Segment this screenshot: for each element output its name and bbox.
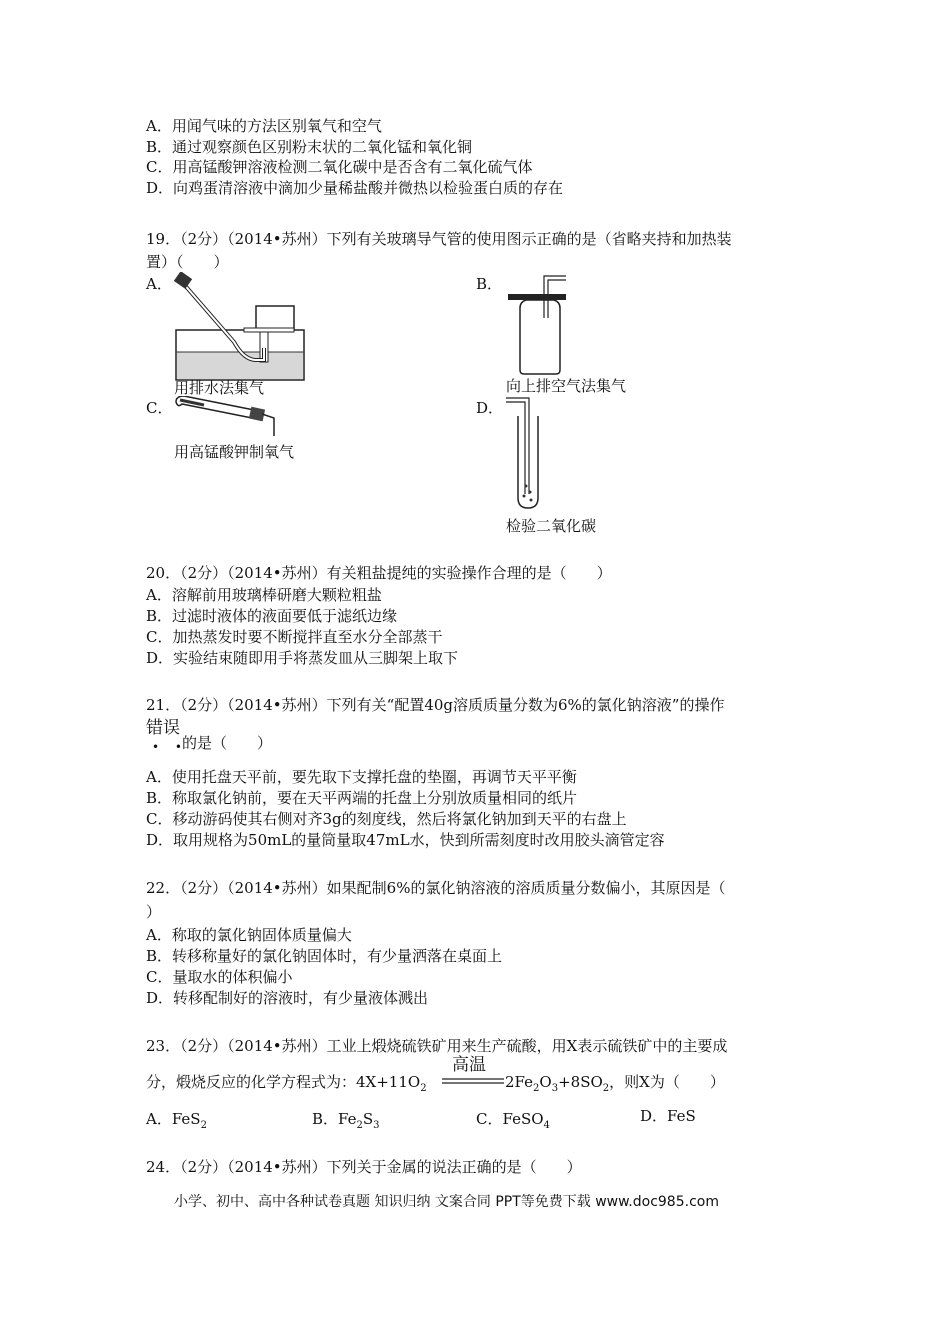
q21-emphasis: 错误 (146, 718, 180, 738)
q18-option-c: C．用高锰酸钾溶液检测二氧化碳中是否含有二氧化硫气体 (146, 158, 533, 176)
q18-option-d: D．向鸡蛋清溶液中滴加少量稀盐酸并微热以检验蛋白质的存在 (146, 179, 564, 197)
kmno4-heating-figure (174, 396, 280, 438)
q21-option-b: B．称取氯化钠前，要在天平两端的托盘上分别放质量相同的纸片 (146, 789, 578, 807)
reaction-condition: 高温 (452, 1055, 486, 1075)
reaction-arrow (442, 1076, 504, 1086)
q23-option-a: A．FeS$_2$ (146, 1110, 207, 1131)
caption-b: 向上排空气法集气 (506, 377, 627, 395)
q22-option-d: D．转移配制好的溶液时，有少量液体溅出 (146, 989, 429, 1007)
caption-a: 用排水法集气 (174, 379, 265, 397)
q19-stem: 19．（2分）（2014•苏州）下列有关玻璃导气管的使用图示正确的是（省略夹持和加热装 (146, 230, 732, 248)
water-displacement-figure (174, 272, 314, 384)
q21-stem: 21．（2分）（2014•苏州）下列有关“配置40g溶质质量分数为6%的氯化钠溶液”的操作 (146, 696, 725, 714)
footer-text: 小学、初中、高中各种试卷真题 知识归纳 文案合同 PPT等免费下载 www.doc985.com (174, 1194, 719, 1210)
air-collection-figure (504, 270, 576, 378)
q21-option-d: D．取用规格为50mL的量筒量取47mL水，快到所需刻度时改用胶头滴管定容 (146, 831, 665, 849)
q20-stem: 20．（2分）（2014•苏州）有关粗盐提纯的实验操作合理的是（ ） (146, 564, 612, 582)
caption-d: 检验二氧化碳 (506, 517, 597, 535)
q18-option-a: A．用闻气味的方法区别氧气和空气 (146, 117, 382, 135)
q22-option-a: A．称取的氯化钠固体质量偏大 (146, 926, 352, 944)
q22-option-c: C．量取水的体积偏小 (146, 968, 293, 986)
q23-equation-products: $2Fe_2O_3+8SO_2$，则X为（ ） (505, 1073, 725, 1094)
q19-label-d: D． (476, 399, 504, 417)
q23-option-b: B．$Fe_2S_3$ (312, 1110, 380, 1131)
q23-equation: 分，煅烧反应的化学方程式为：$4X+11O_2$ (146, 1073, 427, 1094)
q19-label-c: C． (146, 399, 173, 417)
q19-stem-cont: 置）（ ） (146, 253, 229, 271)
co2-test-figure (504, 394, 560, 512)
caption-c: 用高锰酸钾制氧气 (174, 443, 295, 461)
q23-option-c: C．FeSO$_4$ (476, 1110, 550, 1131)
q21-emphasis-dots: • • (152, 740, 188, 754)
q21-option-a: A．使用托盘天平前，要先取下支撑托盘的垫圈，再调节天平平衡 (146, 768, 577, 786)
q23-stem: 23．（2分）（2014•苏州）工业上煅烧硫铁矿用来生产硫酸，用X表示硫铁矿中的主要成 (146, 1037, 728, 1055)
q24-stem: 24．（2分）（2014•苏州）下列关于金属的说法正确的是（ ） (146, 1158, 582, 1176)
q21-stem-cont: 的是（ ） (182, 734, 273, 752)
q23-option-d: D．FeS (640, 1107, 696, 1125)
q20-option-d: D．实验结束随即用手将蒸发皿从三脚架上取下 (146, 649, 459, 667)
q22-option-b: B．转移称量好的氯化钠固体时，有少量洒落在桌面上 (146, 947, 503, 965)
q22-stem: 22．（2分）（2014•苏州）如果配制6%的氯化钠溶液的溶质质量分数偏小，其原因是（ (146, 879, 726, 897)
q22-stem-cont: ） (146, 903, 162, 921)
q18-option-b: B．通过观察颜色区别粉末状的二氧化锰和氧化铜 (146, 138, 473, 156)
q19-label-b: B． (476, 275, 503, 293)
q20-option-c: C．加热蒸发时要不断搅拌直至水分全部蒸干 (146, 628, 443, 646)
q20-option-b: B．过滤时液体的液面要低于滤纸边缘 (146, 607, 398, 625)
q20-option-a: A．溶解前用玻璃棒研磨大颗粒粗盐 (146, 586, 382, 604)
q21-option-c: C．移动游码使其右侧对齐3g的刻度线，然后将氯化钠加到天平的右盘上 (146, 810, 627, 828)
q19-label-a: A． (146, 275, 172, 293)
